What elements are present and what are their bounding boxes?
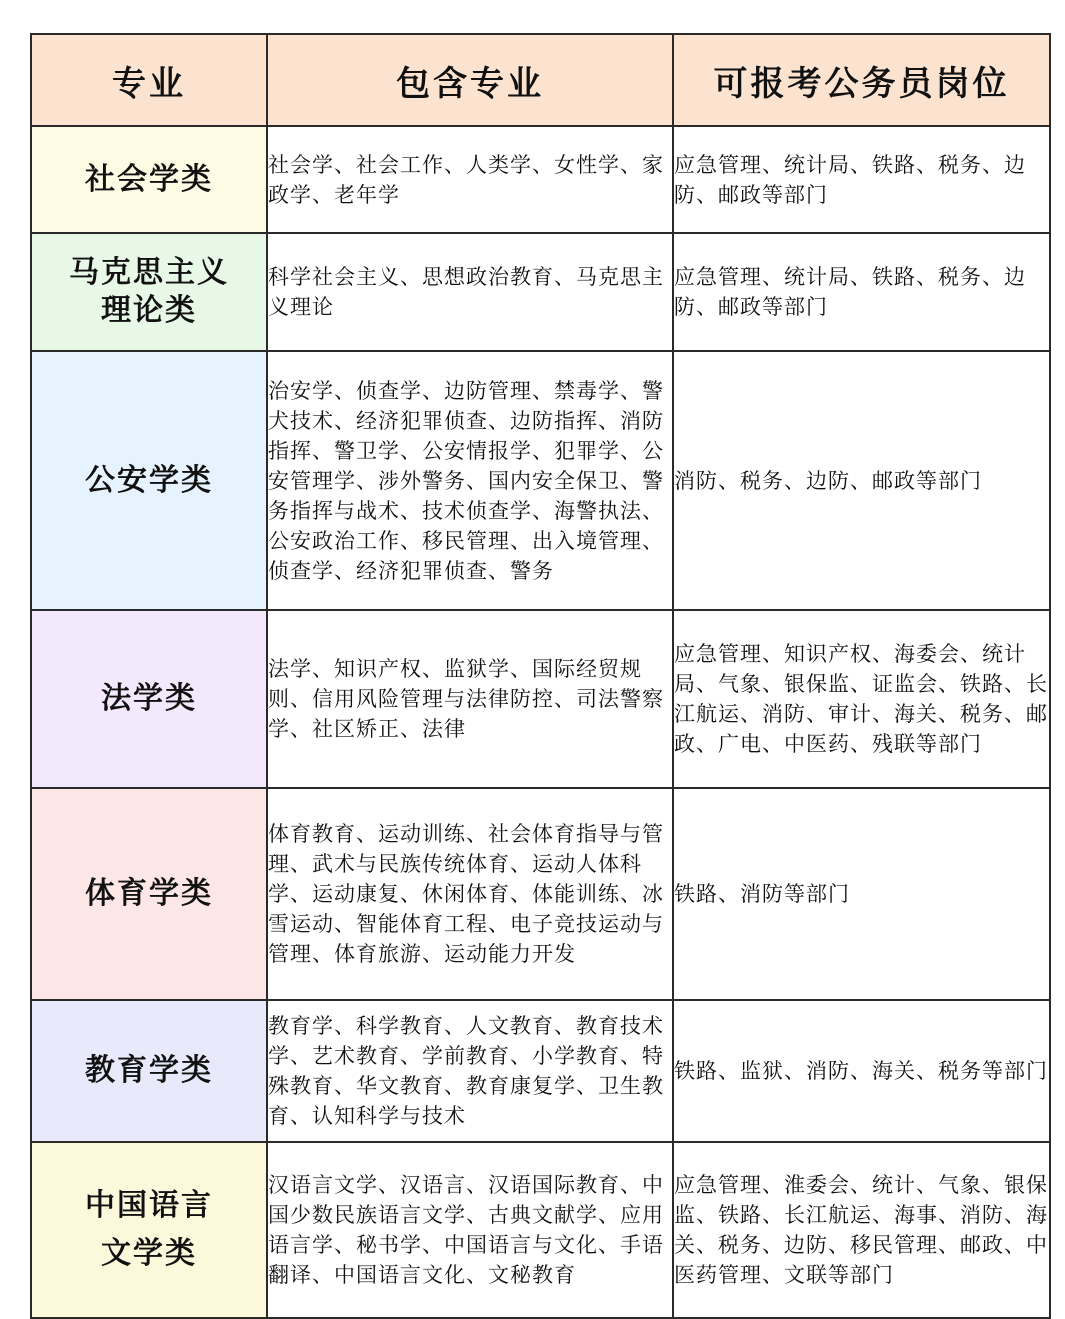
table-row (31, 126, 1050, 233)
table-row (31, 351, 1050, 610)
header-civil-service-positions: 可报考公务员岗位 (673, 34, 1050, 126)
category-label: 公安学类 (85, 462, 213, 498)
majors-cell: 体育教育、运动训练、社会体育指导与管理、武术与民族传统体育、运动人体科学、运动康复、休闲体育、体能训练、冰雪运动、智能体育工程、电子竞技运动与管理、体育旅游、运动能力开发 (267, 788, 673, 1000)
majors-cell: 教育学、科学教育、人文教育、教育技术学、艺术教育、学前教育、小学教育、特殊教育、华文教育、教育康复学、卫生教育、认知科学与技术 (267, 1000, 673, 1142)
category-cell (31, 1142, 267, 1318)
category-cell (31, 126, 267, 233)
positions-cell: 应急管理、淮委会、统计、气象、银保监、铁路、长江航运、海事、消防、海关、税务、边防、移民管理、邮政、中医药管理、文联等部门 (673, 1142, 1050, 1318)
category-cell (31, 610, 267, 788)
category-cell (31, 233, 267, 351)
header-included-majors: 包含专业 (267, 34, 673, 126)
positions-cell: 应急管理、知识产权、海委会、统计局、气象、银保监、证监会、铁路、长江航运、消防、审计、海关、税务、邮政、广电、中医药、残联等部门 (673, 610, 1050, 788)
positions-cell: 铁路、监狱、消防、海关、税务等部门 (673, 1000, 1050, 1142)
table-header-row (31, 34, 1050, 126)
category-cell (31, 788, 267, 1000)
table-row (31, 1000, 1050, 1142)
table-row (31, 610, 1050, 788)
positions-cell: 铁路、消防等部门 (673, 788, 1050, 1000)
header-major: 专业 (31, 34, 267, 126)
positions-cell: 应急管理、统计局、铁路、税务、边防、邮政等部门 (673, 126, 1050, 233)
majors-cell: 科学社会主义、思想政治教育、马克思主义理论 (267, 233, 673, 351)
positions-cell: 消防、税务、边防、邮政等部门 (673, 351, 1050, 610)
majors-cell: 法学、知识产权、监狱学、国际经贸规则、信用风险管理与法律防控、司法警察学、社区矫正、法律 (267, 610, 673, 788)
category-label: 中国语言文学类 (85, 1188, 213, 1271)
table-row (31, 233, 1050, 351)
category-label: 马克思主义理论类 (69, 255, 229, 328)
category-cell (31, 1000, 267, 1142)
category-label: 教育学类 (85, 1053, 213, 1088)
category-cell (31, 351, 267, 610)
table-row (31, 1142, 1050, 1318)
majors-cell: 汉语言文学、汉语言、汉语国际教育、中国少数民族语言文学、古典文献学、应用语言学、秘书学、中国语言与文化、手语翻译、中国语言文化、文秘教育 (267, 1142, 673, 1318)
category-label: 法学类 (101, 681, 197, 716)
positions-cell: 应急管理、统计局、铁路、税务、边防、邮政等部门 (673, 233, 1050, 351)
table-row (31, 788, 1050, 1000)
majors-cell: 治安学、侦查学、边防管理、禁毒学、警犬技术、经济犯罪侦查、边防指挥、消防指挥、警卫学、公安情报学、犯罪学、公安管理学、涉外警务、国内安全保卫、警务指挥与战术、技术侦查学、海警执法、公安政治工作、移民管理、出入境管理、侦查学、经济犯罪侦查、警务 (267, 351, 673, 610)
majors-cell: 社会学、社会工作、人类学、女性学、家政学、老年学 (267, 126, 673, 233)
majors-table (30, 33, 1051, 1319)
category-label: 体育学类 (85, 876, 213, 911)
category-label: 社会学类 (85, 161, 213, 197)
